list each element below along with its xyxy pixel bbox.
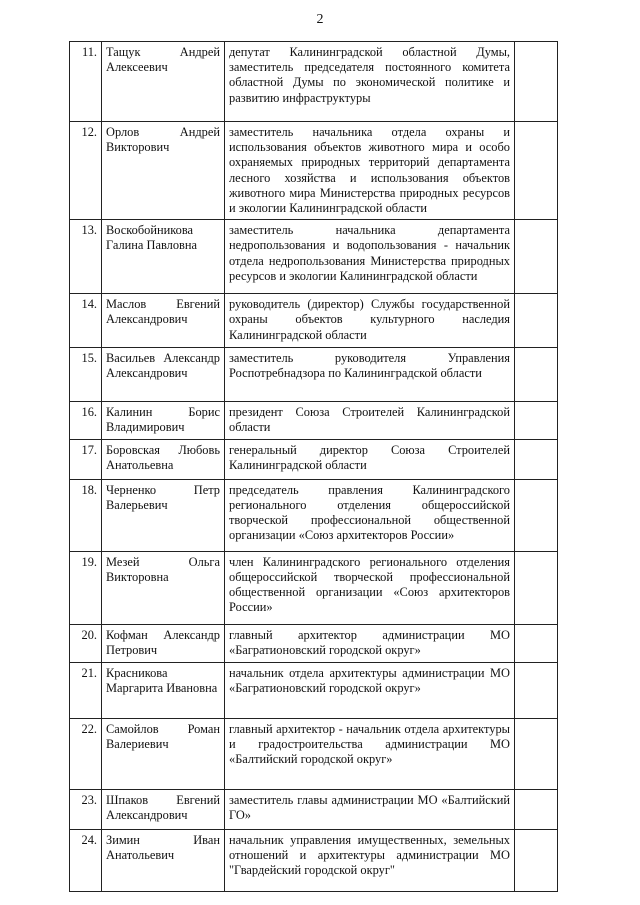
member-name-cell: Тащук Андрей Алексеевич xyxy=(102,42,225,122)
table-row xyxy=(70,42,558,122)
row-number-cell: 20. xyxy=(70,624,102,662)
member-name-cell: Шпаков Евгений Александрович xyxy=(102,789,225,829)
table-row xyxy=(70,829,558,891)
member-position-cell: начальник отдела архитектуры администрации МО «Багратионовский городской округ» xyxy=(225,662,515,718)
empty-cell xyxy=(515,122,558,220)
member-name-cell: Мезей Ольга Викторовна xyxy=(102,551,225,624)
empty-cell xyxy=(515,439,558,479)
table-row xyxy=(70,294,558,348)
member-name-cell: Орлов Андрей Викторович xyxy=(102,122,225,220)
table-row xyxy=(70,662,558,718)
table-row xyxy=(70,718,558,789)
row-number-cell: 17. xyxy=(70,439,102,479)
member-name-cell: Калинин Борис Владимирович xyxy=(102,402,225,439)
member-name-cell: Зимин Иван Анатольевич xyxy=(102,829,225,891)
table-row xyxy=(70,551,558,624)
member-position-cell: председатель правления Калининградского регионального отделения общероссийской творческой профессиональной общественной организации «Союз архитекторов России» xyxy=(225,479,515,551)
table-row xyxy=(70,348,558,402)
member-position-cell: генеральный директор Союза Строителей Калининградской области xyxy=(225,439,515,479)
empty-cell xyxy=(515,718,558,789)
member-position-cell: руководитель (директор) Службы государственной охраны объектов культурного наследия Калининградской области xyxy=(225,294,515,348)
empty-cell xyxy=(515,220,558,294)
member-name-cell: Боровская Любовь Анатольевна xyxy=(102,439,225,479)
member-position-cell: президент Союза Строителей Калининградской области xyxy=(225,402,515,439)
row-number-cell: 22. xyxy=(70,718,102,789)
table-row xyxy=(70,624,558,662)
member-position-cell: заместитель начальника отдела охраны и использования объектов животного мира и особо охраняемых природных территорий департамента лесного хозяйства и использования объектов животного мира Министерства природных ресурсов и экологии Калининградской области xyxy=(225,122,515,220)
member-name-cell: Красникова Маргарита Ивановна xyxy=(102,662,225,718)
member-position-cell: заместитель начальника департамента недропользования и водопользования - начальник отдела недропользования Министерства природных ресурсов и экологии Калининградской области xyxy=(225,220,515,294)
empty-cell xyxy=(515,294,558,348)
table-row xyxy=(70,402,558,439)
member-name-cell: Черненко Петр Валерьевич xyxy=(102,479,225,551)
member-name-cell: Воскобойникова Галина Павловна xyxy=(102,220,225,294)
table-row xyxy=(70,789,558,829)
member-name-cell: Кофман Александр Петрович xyxy=(102,624,225,662)
row-number-cell: 13. xyxy=(70,220,102,294)
member-position-cell: главный архитектор - начальник отдела архитектуры и градостроительства администрации МО «Балтийский городской округ» xyxy=(225,718,515,789)
member-name-cell: Васильев Александр Александрович xyxy=(102,348,225,402)
row-number-cell: 16. xyxy=(70,402,102,439)
member-position-cell: начальник управления имущественных, земельных отношений и архитектуры администрации МО "Гвардейский городской округ" xyxy=(225,829,515,891)
empty-cell xyxy=(515,789,558,829)
row-number-cell: 23. xyxy=(70,789,102,829)
page-number: 2 xyxy=(316,12,324,27)
row-number-cell: 19. xyxy=(70,551,102,624)
member-name-cell: Маслов Евгений Александрович xyxy=(102,294,225,348)
table-row xyxy=(70,439,558,479)
row-number-cell: 24. xyxy=(70,829,102,891)
empty-cell xyxy=(515,402,558,439)
member-position-cell: главный архитектор администрации МО «Багратионовский городской округ» xyxy=(225,624,515,662)
row-number-cell: 18. xyxy=(70,479,102,551)
empty-cell xyxy=(515,551,558,624)
table-row xyxy=(70,220,558,294)
member-position-cell: заместитель главы администрации МО «Балтийский ГО» xyxy=(225,789,515,829)
table-row xyxy=(70,479,558,551)
row-number-cell: 21. xyxy=(70,662,102,718)
row-number-cell: 12. xyxy=(70,122,102,220)
members-table xyxy=(69,41,558,892)
member-position-cell: член Калининградского регионального отделения общероссийской творческой профессиональной общественной организации «Союз архитекторов России» xyxy=(225,551,515,624)
empty-cell xyxy=(515,479,558,551)
table-row xyxy=(70,122,558,220)
empty-cell xyxy=(515,662,558,718)
empty-cell xyxy=(515,42,558,122)
empty-cell xyxy=(515,624,558,662)
member-name-cell: Самойлов Роман Валериевич xyxy=(102,718,225,789)
row-number-cell: 15. xyxy=(70,348,102,402)
row-number-cell: 11. xyxy=(70,42,102,122)
empty-cell xyxy=(515,829,558,891)
member-position-cell: депутат Калининградской областной Думы, заместитель председателя постоянного комитета областной Думы по экономической политике и развитию инфраструктуры xyxy=(225,42,515,122)
members-table-body xyxy=(70,42,558,892)
row-number-cell: 14. xyxy=(70,294,102,348)
empty-cell xyxy=(515,348,558,402)
member-position-cell: заместитель руководителя Управления Роспотребнадзора по Калининградской области xyxy=(225,348,515,402)
